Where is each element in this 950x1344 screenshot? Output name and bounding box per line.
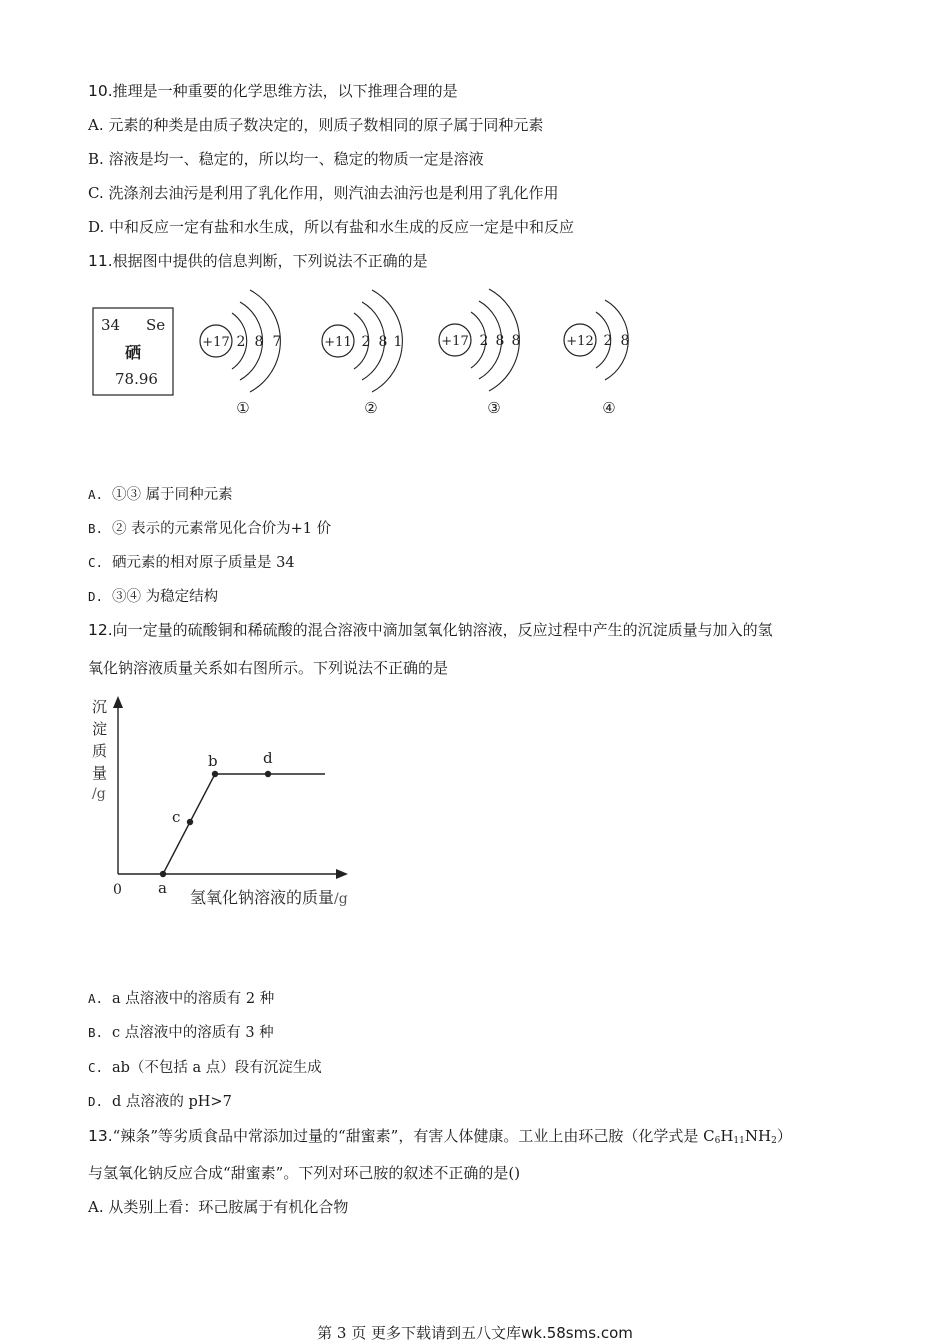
option-text: ab（不包括 a 点）段有沉淀生成 [112, 1060, 322, 1076]
shell-electrons: 7 [272, 334, 282, 350]
shell-electrons: 8 [511, 333, 521, 349]
precipitate-curve [163, 774, 325, 874]
shell-electrons: 8 [620, 333, 630, 349]
q13-option-a[interactable] [88, 1197, 348, 1217]
atom-structure-3 [439, 289, 520, 417]
atom-structure-4 [564, 300, 629, 417]
option-letter: C. [88, 555, 104, 570]
option-text: ①③ 属于同种元素 [112, 487, 233, 503]
shell-electrons: 2 [479, 333, 489, 349]
formula-subscript: 2 [771, 1136, 777, 1146]
q10-stem-text: 推理是一种重要的化学思维方法，以下推理合理的是 [112, 82, 458, 100]
q13-stem-line1 [88, 1126, 792, 1151]
shell-electrons: 8 [378, 334, 388, 350]
option-letter: D. [88, 218, 105, 236]
point-d-marker [265, 771, 271, 777]
q12-option-a[interactable] [88, 989, 274, 1009]
option-letter: B. [88, 521, 104, 536]
q12-option-d[interactable] [88, 1092, 232, 1112]
graph-yunit: /g [92, 786, 106, 802]
option-text: 中和反应一定有盐和水生成，所以有盐和水生成的反应一定是中和反应 [109, 218, 575, 236]
option-letter: A. [88, 116, 104, 134]
option-text: 洗涤剂去油污是利用了乳化作用，则汽油去油污也是利用了乳化作用 [108, 184, 559, 202]
x-axis-arrow [336, 869, 348, 879]
graph-xlabel [190, 888, 348, 907]
atom-structure-2 [322, 290, 402, 417]
point-a-marker [160, 871, 166, 877]
q12-stem-text-1: 向一定量的硫酸铜和稀硫酸的混合溶液中滴加氢氧化钠溶液，反应过程中产生的沉淀质量与加入的氢 [112, 621, 773, 639]
graph-xunit: /g [334, 891, 348, 907]
option-letter: D. [88, 589, 104, 604]
element-number: 34 [101, 316, 121, 334]
atom-label: ③ [487, 399, 501, 417]
atom-label: ④ [602, 399, 616, 417]
option-letter: B. [88, 150, 104, 168]
q12-stem-line2 [88, 658, 448, 678]
footer-site-link[interactable]: wk.58sms.com [521, 1324, 633, 1342]
graph-xlabel-text: 氢氧化钠溶液的质量 [190, 888, 335, 907]
option-text: 硒元素的相对原子质量是 34 [112, 555, 295, 571]
q12-option-c[interactable] [88, 1058, 322, 1078]
shell-electrons: 2 [361, 334, 371, 350]
option-text: 溶液是均一、稳定的，所以均一、稳定的物质一定是溶液 [108, 150, 484, 168]
q11-number: 11. [88, 252, 113, 270]
formula-part: H [720, 1127, 734, 1145]
nucleus-charge: +11 [324, 335, 352, 350]
shell-electrons: 1 [393, 334, 403, 350]
element-name: 硒 [125, 343, 142, 362]
shell-electrons: 2 [236, 334, 246, 350]
point-b-marker [212, 771, 218, 777]
q13-stem-line2 [88, 1163, 520, 1183]
element-symbol: Se [146, 316, 166, 334]
option-letter: A. [88, 487, 104, 502]
point-c-label: c [172, 808, 181, 826]
option-text: c 点溶液中的溶质有 3 种 [112, 1025, 274, 1041]
option-text: 元素的种类是由质子数决定的，则质子数相同的原子属于同种元素 [108, 116, 544, 134]
point-c-marker [187, 819, 193, 825]
option-text: d 点溶液的 pH>7 [112, 1094, 232, 1110]
q13-stem-text-a: “辣条”等劣质食品中常添加过量的“甜蜜素”，有害人体健康。工业上由环己胺（化学式是 C [112, 1127, 715, 1145]
atom-structure-1 [200, 290, 281, 417]
q11-option-b[interactable] [88, 519, 331, 539]
footer-page-text: 第 3 页 更多下载请到五八文库 [317, 1324, 521, 1342]
graph-ylabel-char: 质 [92, 742, 108, 760]
nucleus-charge: +17 [202, 335, 230, 350]
q11-stem-text: 根据图中提供的信息判断，下列说法不正确的是 [112, 252, 428, 270]
formula-subscript: 6 [714, 1136, 721, 1146]
q13-number: 13. [88, 1127, 113, 1145]
option-letter: A. [88, 1198, 104, 1216]
option-text: 从类别上看：环己胺属于有机化合物 [108, 1198, 349, 1216]
q11-figure [0, 0, 950, 430]
option-letter: A. [88, 991, 104, 1006]
page-footer [0, 1323, 950, 1343]
option-text: ③④ 为稳定结构 [112, 589, 219, 605]
q11-option-d[interactable] [88, 587, 218, 607]
q11-option-a[interactable] [88, 485, 233, 505]
point-d-label: d [263, 749, 273, 767]
graph-origin: 0 [113, 882, 122, 898]
option-letter: D. [88, 1094, 104, 1109]
q10-number: 10. [88, 82, 113, 100]
q12-stem-text-2: 氧化钠溶液质量关系如右图所示。下列说法不正确的是 [88, 659, 449, 677]
point-a-label: a [158, 879, 167, 897]
option-letter: C. [88, 1060, 104, 1075]
q12-number: 12. [88, 621, 113, 639]
point-b-label: b [208, 752, 218, 770]
option-letter: C. [88, 184, 104, 202]
graph-ylabel-char: 淀 [92, 720, 108, 738]
element-mass: 78.96 [115, 370, 158, 388]
nucleus-charge: +17 [441, 334, 469, 349]
q12-stem-line1 [88, 620, 773, 640]
q12-graph [0, 680, 400, 920]
option-text: a 点溶液中的溶质有 2 种 [112, 991, 275, 1007]
q12-option-b[interactable] [88, 1023, 274, 1043]
option-text: ② 表示的元素常见化合价为+1 价 [112, 521, 332, 537]
graph-ylabel-char: 量 [92, 764, 108, 782]
formula-part: NH [744, 1127, 772, 1145]
formula-subscript: 11 [733, 1136, 745, 1146]
q13-stem-text-2: 与氢氧化钠反应合成“甜蜜素”。下列对环己胺的叙述不正确的是() [88, 1164, 521, 1182]
shell-electrons: 2 [603, 333, 613, 349]
shell-electrons: 8 [254, 334, 264, 350]
option-letter: B. [88, 1025, 104, 1040]
shell-electrons: 8 [495, 333, 505, 349]
graph-ylabel-char: 沉 [92, 698, 108, 716]
q13-stem-text-b: ） [776, 1127, 792, 1145]
nucleus-charge: +12 [566, 334, 594, 349]
atom-label: ② [364, 399, 378, 417]
q11-option-c[interactable] [88, 553, 295, 573]
atom-label: ① [236, 399, 250, 417]
y-axis-arrow [113, 696, 123, 708]
